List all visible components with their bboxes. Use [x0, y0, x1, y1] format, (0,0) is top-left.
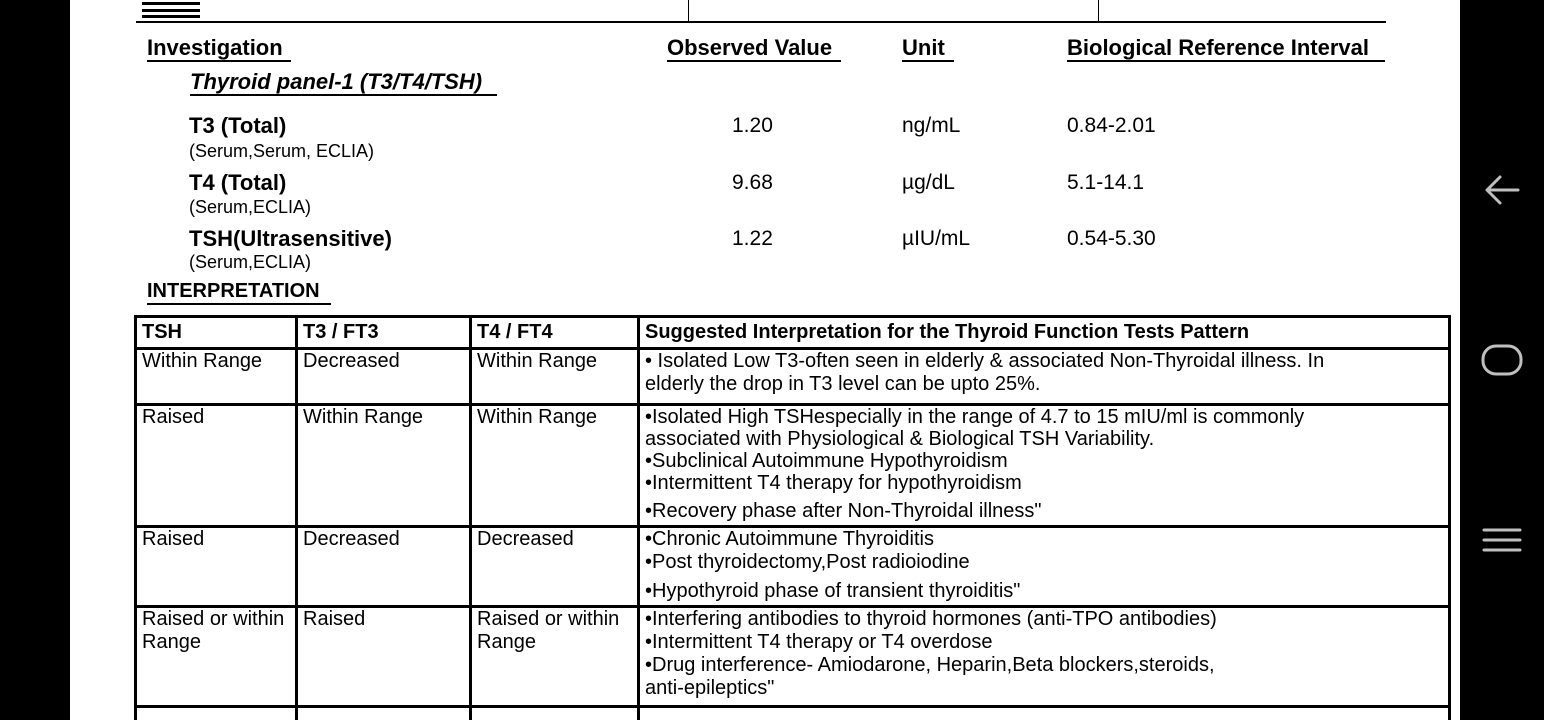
unit-underline — [902, 60, 954, 62]
column-header-tsh: TSH — [136, 317, 297, 349]
investigation-underline — [147, 60, 291, 62]
table-header-row — [136, 317, 1450, 349]
unit-value: µg/dL — [902, 171, 955, 194]
test-method: (Serum,ECLIA) — [189, 197, 312, 217]
header-rule — [136, 21, 1386, 23]
header-divider — [688, 0, 689, 22]
interpretation-underline — [147, 303, 331, 305]
tsh-cell: Raised — [136, 405, 297, 527]
t4-cell: Within Range — [471, 349, 639, 405]
reference-underline — [1067, 60, 1385, 62]
interpretation-line: •Post thyroidectomy,Post radioiodine — [645, 551, 970, 573]
column-header-interpretation: Suggested Interpretation for the Thyroid Function Tests Pattern — [639, 317, 1450, 349]
table-row — [136, 707, 1450, 720]
t4-cell — [471, 707, 639, 720]
t4-cell: Raised or within Range — [471, 607, 639, 707]
interpretation-line: •Recovery phase after Non-Thyroidal illness" — [645, 500, 1042, 522]
observed-value: 1.22 — [732, 227, 773, 250]
interpretation-line: •Subclinical Autoimmune Hypothyroidism — [645, 450, 1008, 472]
interpretation-cell — [639, 349, 1450, 405]
interpretation-line: •Intermittent T4 therapy or T4 overdose — [645, 631, 993, 653]
interpretation-cell — [639, 607, 1450, 707]
interpretation-line: •Intermittent T4 therapy for hypothyroidism — [645, 472, 1022, 494]
table-row — [136, 349, 1450, 405]
tsh-cell: Raised or within Range — [136, 607, 297, 707]
test-method: (Serum,ECLIA) — [189, 252, 312, 272]
t3-cell: Within Range — [297, 405, 471, 527]
interpretation-line: •Isolated High TSHespecially in the range of 4.7 to 15 mIU/ml is commonly — [645, 406, 1305, 428]
test-name: T4 (Total) — [189, 170, 287, 195]
unit-header: Unit — [902, 35, 945, 60]
table-row — [136, 527, 1450, 607]
observed-value: 9.68 — [732, 171, 773, 194]
interpretation-line: • Isolated Low T3-often seen in elderly & associated Non-Thyroidal illness. In — [645, 350, 1325, 372]
test-method: (Serum,Serum, ECLIA) — [189, 141, 375, 161]
interpretation-line: •Hypothyroid phase of transient thyroiditis" — [645, 580, 1021, 602]
column-header-t4: T4 / FT4 — [471, 317, 639, 349]
interpretation-line: •Chronic Autoimmune Thyroiditis — [645, 528, 934, 550]
panel-title: Thyroid panel-1 (T3/T4/TSH) — [190, 69, 483, 94]
interpretation-cell — [639, 405, 1450, 527]
tsh-cell — [136, 707, 297, 720]
interpretation-line: associated with Physiological & Biological TSH Variability. — [645, 428, 1155, 450]
tsh-cell: Raised — [136, 527, 297, 607]
t3-cell: Decreased — [297, 527, 471, 607]
unit-value: µIU/mL — [902, 227, 971, 250]
recents-button[interactable] — [1480, 522, 1524, 558]
reference-range: 0.54-5.30 — [1067, 227, 1156, 250]
navigation-bar — [1460, 0, 1544, 720]
t4-cell: Within Range — [471, 405, 639, 527]
observed-value: 1.20 — [732, 114, 773, 137]
back-button[interactable] — [1480, 170, 1524, 210]
table-row — [136, 607, 1450, 707]
reference-range: 0.84-2.01 — [1067, 114, 1156, 137]
test-name: T3 (Total) — [189, 113, 287, 138]
unit-value: ng/mL — [902, 114, 961, 137]
observed-value-header: Observed Value — [667, 35, 833, 60]
observed-value-underline — [667, 60, 841, 62]
interpretation-line: •Drug interference- Amiodarone, Heparin,Beta blockers,steroids, — [645, 654, 1215, 676]
interpretation-line: •Interfering antibodies to thyroid hormones (anti-TPO antibodies) — [645, 608, 1217, 630]
interpretation-cell — [639, 527, 1450, 607]
interpretation-line: elderly the drop in T3 level can be upto 25%. — [645, 373, 1041, 395]
interpretation-title: INTERPRETATION — [147, 280, 320, 302]
column-header-t3: T3 / FT3 — [297, 317, 471, 349]
test-name: TSH(Ultrasensitive) — [189, 226, 392, 251]
menu-icon — [1480, 522, 1524, 558]
t3-cell: Raised — [297, 607, 471, 707]
investigation-header: Investigation — [147, 35, 283, 60]
t3-cell — [297, 707, 471, 720]
t3-cell: Decreased — [297, 349, 471, 405]
interpretation-cell — [639, 707, 1450, 720]
reference-range: 5.1-14.1 — [1067, 171, 1145, 194]
logo-fragment — [142, 0, 202, 20]
tsh-cell: Within Range — [136, 349, 297, 405]
back-icon — [1480, 170, 1524, 210]
reference-header: Biological Reference Interval — [1067, 35, 1369, 60]
panel-title-underline — [190, 94, 497, 96]
interpretation-line: anti-epileptics" — [645, 677, 775, 699]
header-divider — [1098, 0, 1099, 22]
t4-cell: Decreased — [471, 527, 639, 607]
interpretation-table — [134, 315, 1451, 720]
table-row — [136, 405, 1450, 527]
document-page[interactable] — [70, 0, 1460, 720]
home-icon — [1480, 342, 1524, 378]
home-button[interactable] — [1480, 342, 1524, 378]
